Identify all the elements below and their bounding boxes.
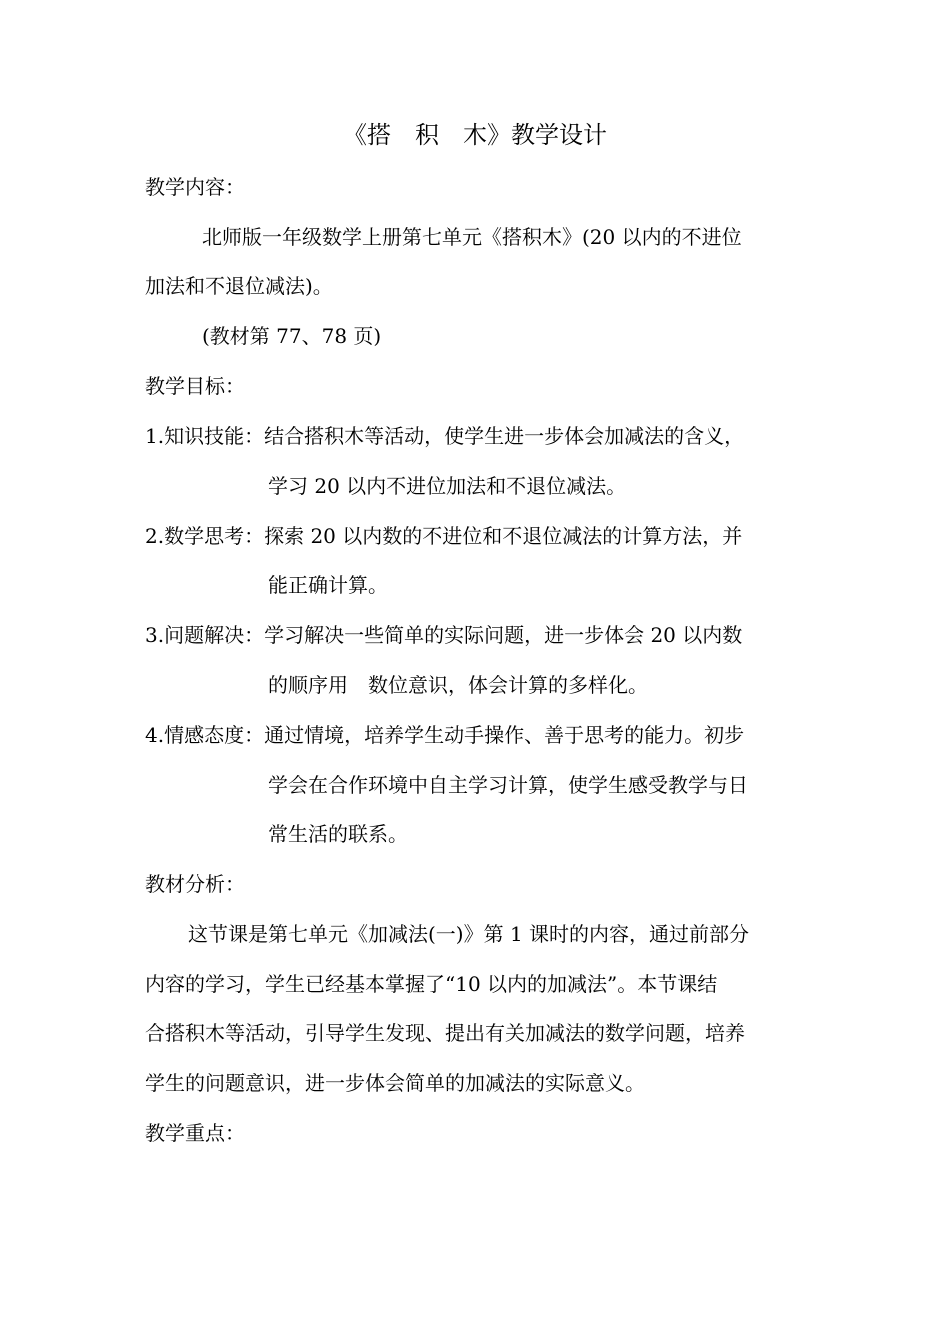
goal-1-line-2: 学习 20 以内不进位加法和不退位减法。 xyxy=(268,474,627,498)
analysis-line-2: 内容的学习，学生已经基本掌握了“10 以内的加减法”。本节课结 xyxy=(145,972,718,996)
goal-4-line-3: 常生活的联系。 xyxy=(268,822,408,846)
document-title: 《搭 积 木》教学设计 xyxy=(343,121,607,149)
goal-4-line-2: 学会在合作环境中自主学习计算，使学生感受教学与日 xyxy=(268,773,748,797)
content-line-3: (教材第 77、78 页) xyxy=(202,324,382,348)
goal-2-line-2: 能正确计算。 xyxy=(268,573,388,597)
analysis-line-3: 合搭积木等活动，引导学生发现、提出有关加减法的数学问题，培养 xyxy=(145,1021,745,1045)
goal-4-line-1: 4.情感态度：通过情境，培养学生动手操作、善于思考的能力。初步 xyxy=(145,723,745,747)
analysis-line-1: 这节课是第七单元《加减法(一)》第 1 课时的内容，通过前部分 xyxy=(188,922,750,946)
goal-2-line-1: 2.数学思考：探索 20 以内数的不进位和不退位减法的计算方法，并 xyxy=(145,524,743,548)
analysis-line-4: 学生的问题意识，进一步体会简单的加减法的实际意义。 xyxy=(145,1071,645,1095)
goal-1-line-1: 1.知识技能：结合搭积木等活动，使学生进一步体会加减法的含义， xyxy=(145,424,745,448)
content-line-2: 加法和不退位减法)。 xyxy=(145,274,333,298)
heading-teaching-focus: 教学重点： xyxy=(145,1121,245,1145)
goal-3-line-1: 3.问题解决：学习解决一些简单的实际问题，进一步体会 20 以内数 xyxy=(145,623,743,647)
heading-teaching-content: 教学内容： xyxy=(145,175,245,199)
heading-teaching-goals: 教学目标： xyxy=(145,374,245,398)
heading-material-analysis: 教材分析： xyxy=(145,872,245,896)
content-line-1: 北师版一年级数学上册第七单元《搭积木》(20 以内的不进位 xyxy=(202,225,742,249)
goal-3-line-2: 的顺序用 数位意识，体会计算的多样化。 xyxy=(268,673,648,697)
